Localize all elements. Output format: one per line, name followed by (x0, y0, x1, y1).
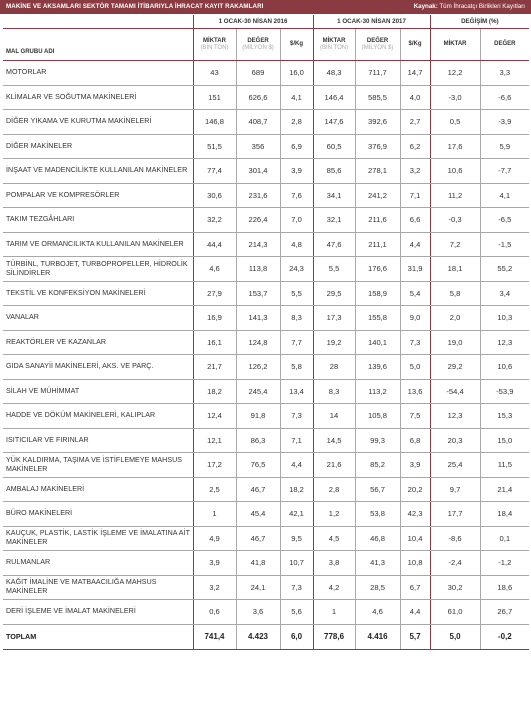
change-miktar: 61,0 (430, 600, 480, 625)
change-miktar: 20,3 (430, 428, 480, 453)
deger-2016: 24,1 (236, 575, 280, 600)
deger-2016: 124,8 (236, 330, 280, 355)
change-miktar: -8,6 (430, 526, 480, 551)
row-name: SİLAH VE MÜHİMMAT (3, 379, 193, 404)
miktar-2017: 14 (313, 404, 355, 429)
perkg-2017: 6,2 (400, 134, 430, 159)
perkg-2017: 20,2 (400, 477, 430, 502)
table-row (3, 453, 529, 478)
change-miktar: 12,2 (430, 61, 480, 86)
deger-2017: 46,8 (355, 526, 400, 551)
miktar-2017: 147,6 (313, 110, 355, 135)
table-row (3, 355, 529, 380)
change-miktar: 19,0 (430, 330, 480, 355)
change-miktar: -2,4 (430, 551, 480, 576)
miktar-2016: 12,4 (193, 404, 236, 429)
table-row (3, 477, 529, 502)
header-row-periods (3, 15, 529, 29)
change-deger: -7,7 (480, 159, 529, 184)
total-deger-2016: 4.423 (236, 624, 280, 649)
miktar-2016: 146,8 (193, 110, 236, 135)
deger-2016: 356 (236, 134, 280, 159)
table-row (3, 404, 529, 429)
row-name: GIDA SANAYİİ MAKİNELERİ, AKS. VE PARÇ. (3, 355, 193, 380)
deger-2017: 99,3 (355, 428, 400, 453)
change-miktar: 18,1 (430, 257, 480, 282)
change-deger: -3,9 (480, 110, 529, 135)
miktar-2016: 43 (193, 61, 236, 86)
row-name: DİĞER YIKAMA VE KURUTMA MAKİNELERİ (3, 110, 193, 135)
change-deger: -6,6 (480, 85, 529, 110)
miktar-2017: 5,5 (313, 257, 355, 282)
miktar-2017: 29,5 (313, 281, 355, 306)
deger-2017: 113,2 (355, 379, 400, 404)
table-row (3, 232, 529, 257)
miktar-2016: 27,9 (193, 281, 236, 306)
miktar-2016: 0,6 (193, 600, 236, 625)
perkg-2016-header: $/Kg (280, 29, 313, 61)
deger-2017: 28,5 (355, 575, 400, 600)
table-row (3, 85, 529, 110)
change-header: DEĞİŞİM (%) (430, 15, 529, 29)
miktar-2016: 32,2 (193, 208, 236, 233)
perkg-2017-header: $/Kg (400, 29, 430, 61)
deger-2016: 86,3 (236, 428, 280, 453)
total-miktar-2017: 778,6 (313, 624, 355, 649)
miktar-2017: 2,8 (313, 477, 355, 502)
row-name: TAKIM TEZGÂHLARI (3, 208, 193, 233)
perkg-2016: 9,5 (280, 526, 313, 551)
perkg-2016: 7,7 (280, 330, 313, 355)
row-name: RULMANLAR (3, 551, 193, 576)
table-row (3, 330, 529, 355)
deger-2017: 211,1 (355, 232, 400, 257)
perkg-2016: 7,1 (280, 428, 313, 453)
table-row (3, 208, 529, 233)
perkg-2017: 5,4 (400, 281, 430, 306)
deger-2017: 41,3 (355, 551, 400, 576)
perkg-2016: 42,1 (280, 502, 313, 527)
deger-2016: 214,3 (236, 232, 280, 257)
row-name: DİĞER MAKİNELER (3, 134, 193, 159)
row-name: İNŞAAT VE MADENCİLİKTE KULLANILAN MAKİNELER (3, 159, 193, 184)
deger-2017: 376,9 (355, 134, 400, 159)
perkg-2016: 18,2 (280, 477, 313, 502)
table-row (3, 306, 529, 331)
miktar-2017: 28 (313, 355, 355, 380)
perkg-2017: 42,3 (400, 502, 430, 527)
perkg-2016: 7,3 (280, 404, 313, 429)
deger-2017: 85,2 (355, 453, 400, 478)
perkg-2016: 3,9 (280, 159, 313, 184)
miktar-2017: 85,6 (313, 159, 355, 184)
deger-2016: 301,4 (236, 159, 280, 184)
deger-2017: 278,1 (355, 159, 400, 184)
deger-2016: 41,8 (236, 551, 280, 576)
period-2016-header: 1 OCAK-30 NİSAN 2016 (193, 15, 313, 29)
row-name: KLİMALAR VE SOĞUTMA MAKİNELERİ (3, 85, 193, 110)
miktar-2017: 14,5 (313, 428, 355, 453)
miktar-2016: 12,1 (193, 428, 236, 453)
deger-2017: 158,9 (355, 281, 400, 306)
row-name: KAĞIT İMALİNE VE MATBAACILIĞA MAHSUS MAKİNELER (3, 575, 193, 600)
source-note (414, 3, 525, 10)
row-name: HADDE VE DÖKÜM MAKİNELERİ, KALIPLAR (3, 404, 193, 429)
table-row (3, 61, 529, 86)
deger-2017: 56,7 (355, 477, 400, 502)
deger-2017: 585,5 (355, 85, 400, 110)
table-title-bar (0, 0, 531, 14)
perkg-2017: 2,7 (400, 110, 430, 135)
total-change-deger: -0,2 (480, 624, 529, 649)
miktar-2016: 16,9 (193, 306, 236, 331)
row-name: VANALAR (3, 306, 193, 331)
deger-2016: 45,4 (236, 502, 280, 527)
miktar-2016: 44,4 (193, 232, 236, 257)
perkg-2016: 5,8 (280, 355, 313, 380)
change-miktar: 17,7 (430, 502, 480, 527)
perkg-2016: 8,3 (280, 306, 313, 331)
miktar-2017: 21,6 (313, 453, 355, 478)
deger-2017: 176,6 (355, 257, 400, 282)
perkg-2017: 3,9 (400, 453, 430, 478)
deger-2016: 245,4 (236, 379, 280, 404)
perkg-2016: 4,4 (280, 453, 313, 478)
deger-2017: 211,6 (355, 208, 400, 233)
perkg-2017: 10,4 (400, 526, 430, 551)
perkg-2017: 6,7 (400, 575, 430, 600)
perkg-2017: 4,4 (400, 232, 430, 257)
change-deger: 10,3 (480, 306, 529, 331)
miktar-2017: 3,8 (313, 551, 355, 576)
perkg-2017: 9,0 (400, 306, 430, 331)
change-deger: 15,3 (480, 404, 529, 429)
miktar-2016: 17,2 (193, 453, 236, 478)
change-deger: -1,2 (480, 551, 529, 576)
total-row (3, 624, 529, 649)
miktar-2016: 151 (193, 85, 236, 110)
row-name: MOTORLAR (3, 61, 193, 86)
miktar-2017: 17,3 (313, 306, 355, 331)
table-row (3, 502, 529, 527)
deger-2016: 46,7 (236, 477, 280, 502)
deger-2016: 141,3 (236, 306, 280, 331)
change-miktar: -54,4 (430, 379, 480, 404)
deger-2017: 105,8 (355, 404, 400, 429)
change-miktar: 7,2 (430, 232, 480, 257)
miktar-2016: 16,1 (193, 330, 236, 355)
perkg-2016: 16,0 (280, 61, 313, 86)
miktar-2016: 4,9 (193, 526, 236, 551)
table-row (3, 526, 529, 551)
perkg-2016: 2,8 (280, 110, 313, 135)
perkg-2017: 7,3 (400, 330, 430, 355)
miktar-2017-header: MİKTAR (BİN TON) (313, 29, 355, 61)
row-name: TEKSTİL VE KONFEKSİYON MAKİNELERİ (3, 281, 193, 306)
perkg-2016: 7,0 (280, 208, 313, 233)
change-deger: -1,5 (480, 232, 529, 257)
table-row (3, 575, 529, 600)
table-row (3, 159, 529, 184)
deger-2016: 113,8 (236, 257, 280, 282)
miktar-2017: 60,5 (313, 134, 355, 159)
table-row (3, 110, 529, 135)
miktar-2016: 77,4 (193, 159, 236, 184)
miktar-2016: 18,2 (193, 379, 236, 404)
row-name: TARIM VE ORMANCILIKTA KULLANILAN MAKİNELER (3, 232, 193, 257)
change-miktar-header: MİKTAR (430, 29, 480, 61)
change-miktar: 5,8 (430, 281, 480, 306)
deger-2016-header: DEĞER (MİLYON $) (236, 29, 280, 61)
total-miktar-2016: 741,4 (193, 624, 236, 649)
group-name-header: MAL GRUBU ADI (3, 29, 193, 61)
perkg-2017: 3,2 (400, 159, 430, 184)
change-deger-header: DEĞER (480, 29, 529, 61)
deger-2017: 53,8 (355, 502, 400, 527)
change-deger: 5,9 (480, 134, 529, 159)
change-miktar: 17,6 (430, 134, 480, 159)
table-row (3, 600, 529, 625)
table-row (3, 134, 529, 159)
total-perkg-2017: 5,7 (400, 624, 430, 649)
source-value: Tüm İhracatçı Birlikleri Kayıtları (439, 3, 525, 10)
deger-2016: 3,6 (236, 600, 280, 625)
deger-2016: 626,6 (236, 85, 280, 110)
miktar-2017: 8,3 (313, 379, 355, 404)
miktar-2017: 47,6 (313, 232, 355, 257)
miktar-2016: 21,7 (193, 355, 236, 380)
perkg-2017: 6,6 (400, 208, 430, 233)
row-name: REAKTÖRLER VE KAZANLAR (3, 330, 193, 355)
total-label: TOPLAM (3, 624, 193, 649)
miktar-2017: 4,2 (313, 575, 355, 600)
deger-2017-header: DEĞER (MİLYON $) (355, 29, 400, 61)
miktar-2016: 3,9 (193, 551, 236, 576)
miktar-2017: 32,1 (313, 208, 355, 233)
deger-2016: 76,5 (236, 453, 280, 478)
change-deger: 12,3 (480, 330, 529, 355)
total-deger-2017: 4.416 (355, 624, 400, 649)
row-name: DERİ İŞLEME VE İMALAT MAKİNELERİ (3, 600, 193, 625)
perkg-2017: 14,7 (400, 61, 430, 86)
row-name: TÜRBİNL, TURBOJET, TURBOPROPELLER, HİDROLİK SİLİNDİRLER (3, 257, 193, 282)
row-name: BÜRO MAKİNELERİ (3, 502, 193, 527)
change-miktar: 30,2 (430, 575, 480, 600)
deger-2017: 155,8 (355, 306, 400, 331)
change-deger: 18,4 (480, 502, 529, 527)
deger-2017: 139,6 (355, 355, 400, 380)
perkg-2016: 5,6 (280, 600, 313, 625)
total-perkg-2016: 6,0 (280, 624, 313, 649)
deger-2017: 4,6 (355, 600, 400, 625)
table-row (3, 183, 529, 208)
perkg-2016: 24,3 (280, 257, 313, 282)
perkg-2017: 5,0 (400, 355, 430, 380)
miktar-2016: 4,6 (193, 257, 236, 282)
perkg-2016: 4,1 (280, 85, 313, 110)
miktar-2017: 4,5 (313, 526, 355, 551)
change-miktar: -0,3 (430, 208, 480, 233)
change-deger: 3,3 (480, 61, 529, 86)
row-name: KAUÇUK, PLASTİK, LASTİK İŞLEME VE İMALATINA AİT MAKİNELER (3, 526, 193, 551)
row-name: AMBALAJ MAKİNELERİ (3, 477, 193, 502)
deger-2016: 46,7 (236, 526, 280, 551)
change-miktar: 12,3 (430, 404, 480, 429)
deger-2016: 91,8 (236, 404, 280, 429)
change-deger: 3,4 (480, 281, 529, 306)
perkg-2016: 7,3 (280, 575, 313, 600)
change-deger: 4,1 (480, 183, 529, 208)
header-blank (3, 15, 193, 29)
miktar-2017: 19,2 (313, 330, 355, 355)
change-miktar: 29,2 (430, 355, 480, 380)
change-deger: -53,9 (480, 379, 529, 404)
change-deger: 26,7 (480, 600, 529, 625)
table-title: MAKİNE VE AKSAMLARI SEKTÖR TAMAMI İTİBARIYLA İHRACAT KAYIT RAKAMLARI (6, 3, 264, 10)
miktar-2017: 48,3 (313, 61, 355, 86)
row-name: YÜK KALDIRMA, TAŞIMA VE İSTİFLEMEYE MAHSUS MAKİNELER (3, 453, 193, 478)
perkg-2016: 5,5 (280, 281, 313, 306)
perkg-2017: 13,6 (400, 379, 430, 404)
total-change-miktar: 5,0 (430, 624, 480, 649)
miktar-2017: 1 (313, 600, 355, 625)
export-table (3, 15, 529, 650)
perkg-2017: 4,4 (400, 600, 430, 625)
perkg-2017: 31,9 (400, 257, 430, 282)
header-row-columns (3, 29, 529, 61)
perkg-2016: 13,4 (280, 379, 313, 404)
deger-2017: 140,1 (355, 330, 400, 355)
perkg-2016: 10,7 (280, 551, 313, 576)
table-row (3, 551, 529, 576)
deger-2016: 226,4 (236, 208, 280, 233)
deger-2016: 689 (236, 61, 280, 86)
period-2017-header: 1 OCAK-30 NİSAN 2017 (313, 15, 430, 29)
deger-2017: 241,2 (355, 183, 400, 208)
deger-2016: 231,6 (236, 183, 280, 208)
perkg-2017: 10,8 (400, 551, 430, 576)
perkg-2017: 6,8 (400, 428, 430, 453)
table-row (3, 281, 529, 306)
change-deger: 0,1 (480, 526, 529, 551)
perkg-2017: 4,0 (400, 85, 430, 110)
table-row (3, 428, 529, 453)
miktar-2016: 1 (193, 502, 236, 527)
change-miktar: 0,5 (430, 110, 480, 135)
change-miktar: 9,7 (430, 477, 480, 502)
miktar-2016: 2,5 (193, 477, 236, 502)
deger-2017: 711,7 (355, 61, 400, 86)
source-label: Kaynak: (413, 3, 438, 10)
perkg-2016: 4,8 (280, 232, 313, 257)
perkg-2016: 6,9 (280, 134, 313, 159)
deger-2016: 126,2 (236, 355, 280, 380)
deger-2016: 408,7 (236, 110, 280, 135)
miktar-2017: 1,2 (313, 502, 355, 527)
miktar-2017: 146,4 (313, 85, 355, 110)
change-miktar: 10,6 (430, 159, 480, 184)
miktar-2016: 30,6 (193, 183, 236, 208)
deger-2016: 153,7 (236, 281, 280, 306)
miktar-2016-header: MİKTAR (BİN TON) (193, 29, 236, 61)
row-name: ISITICILAR VE FIRINLAR (3, 428, 193, 453)
perkg-2016: 7,6 (280, 183, 313, 208)
change-miktar: 11,2 (430, 183, 480, 208)
perkg-2017: 7,5 (400, 404, 430, 429)
change-miktar: 2,0 (430, 306, 480, 331)
perkg-2017: 7,1 (400, 183, 430, 208)
change-deger: -6,5 (480, 208, 529, 233)
table-row (3, 379, 529, 404)
change-deger: 10,6 (480, 355, 529, 380)
change-deger: 55,2 (480, 257, 529, 282)
change-miktar: 25,4 (430, 453, 480, 478)
change-deger: 21,4 (480, 477, 529, 502)
change-deger: 11,5 (480, 453, 529, 478)
miktar-2016: 51,5 (193, 134, 236, 159)
row-name: POMPALAR VE KOMPRESÖRLER (3, 183, 193, 208)
miktar-2017: 34,1 (313, 183, 355, 208)
change-miktar: -3,0 (430, 85, 480, 110)
change-deger: 15,0 (480, 428, 529, 453)
table-row (3, 257, 529, 282)
change-deger: 18,6 (480, 575, 529, 600)
miktar-2016: 3,2 (193, 575, 236, 600)
deger-2017: 392,6 (355, 110, 400, 135)
